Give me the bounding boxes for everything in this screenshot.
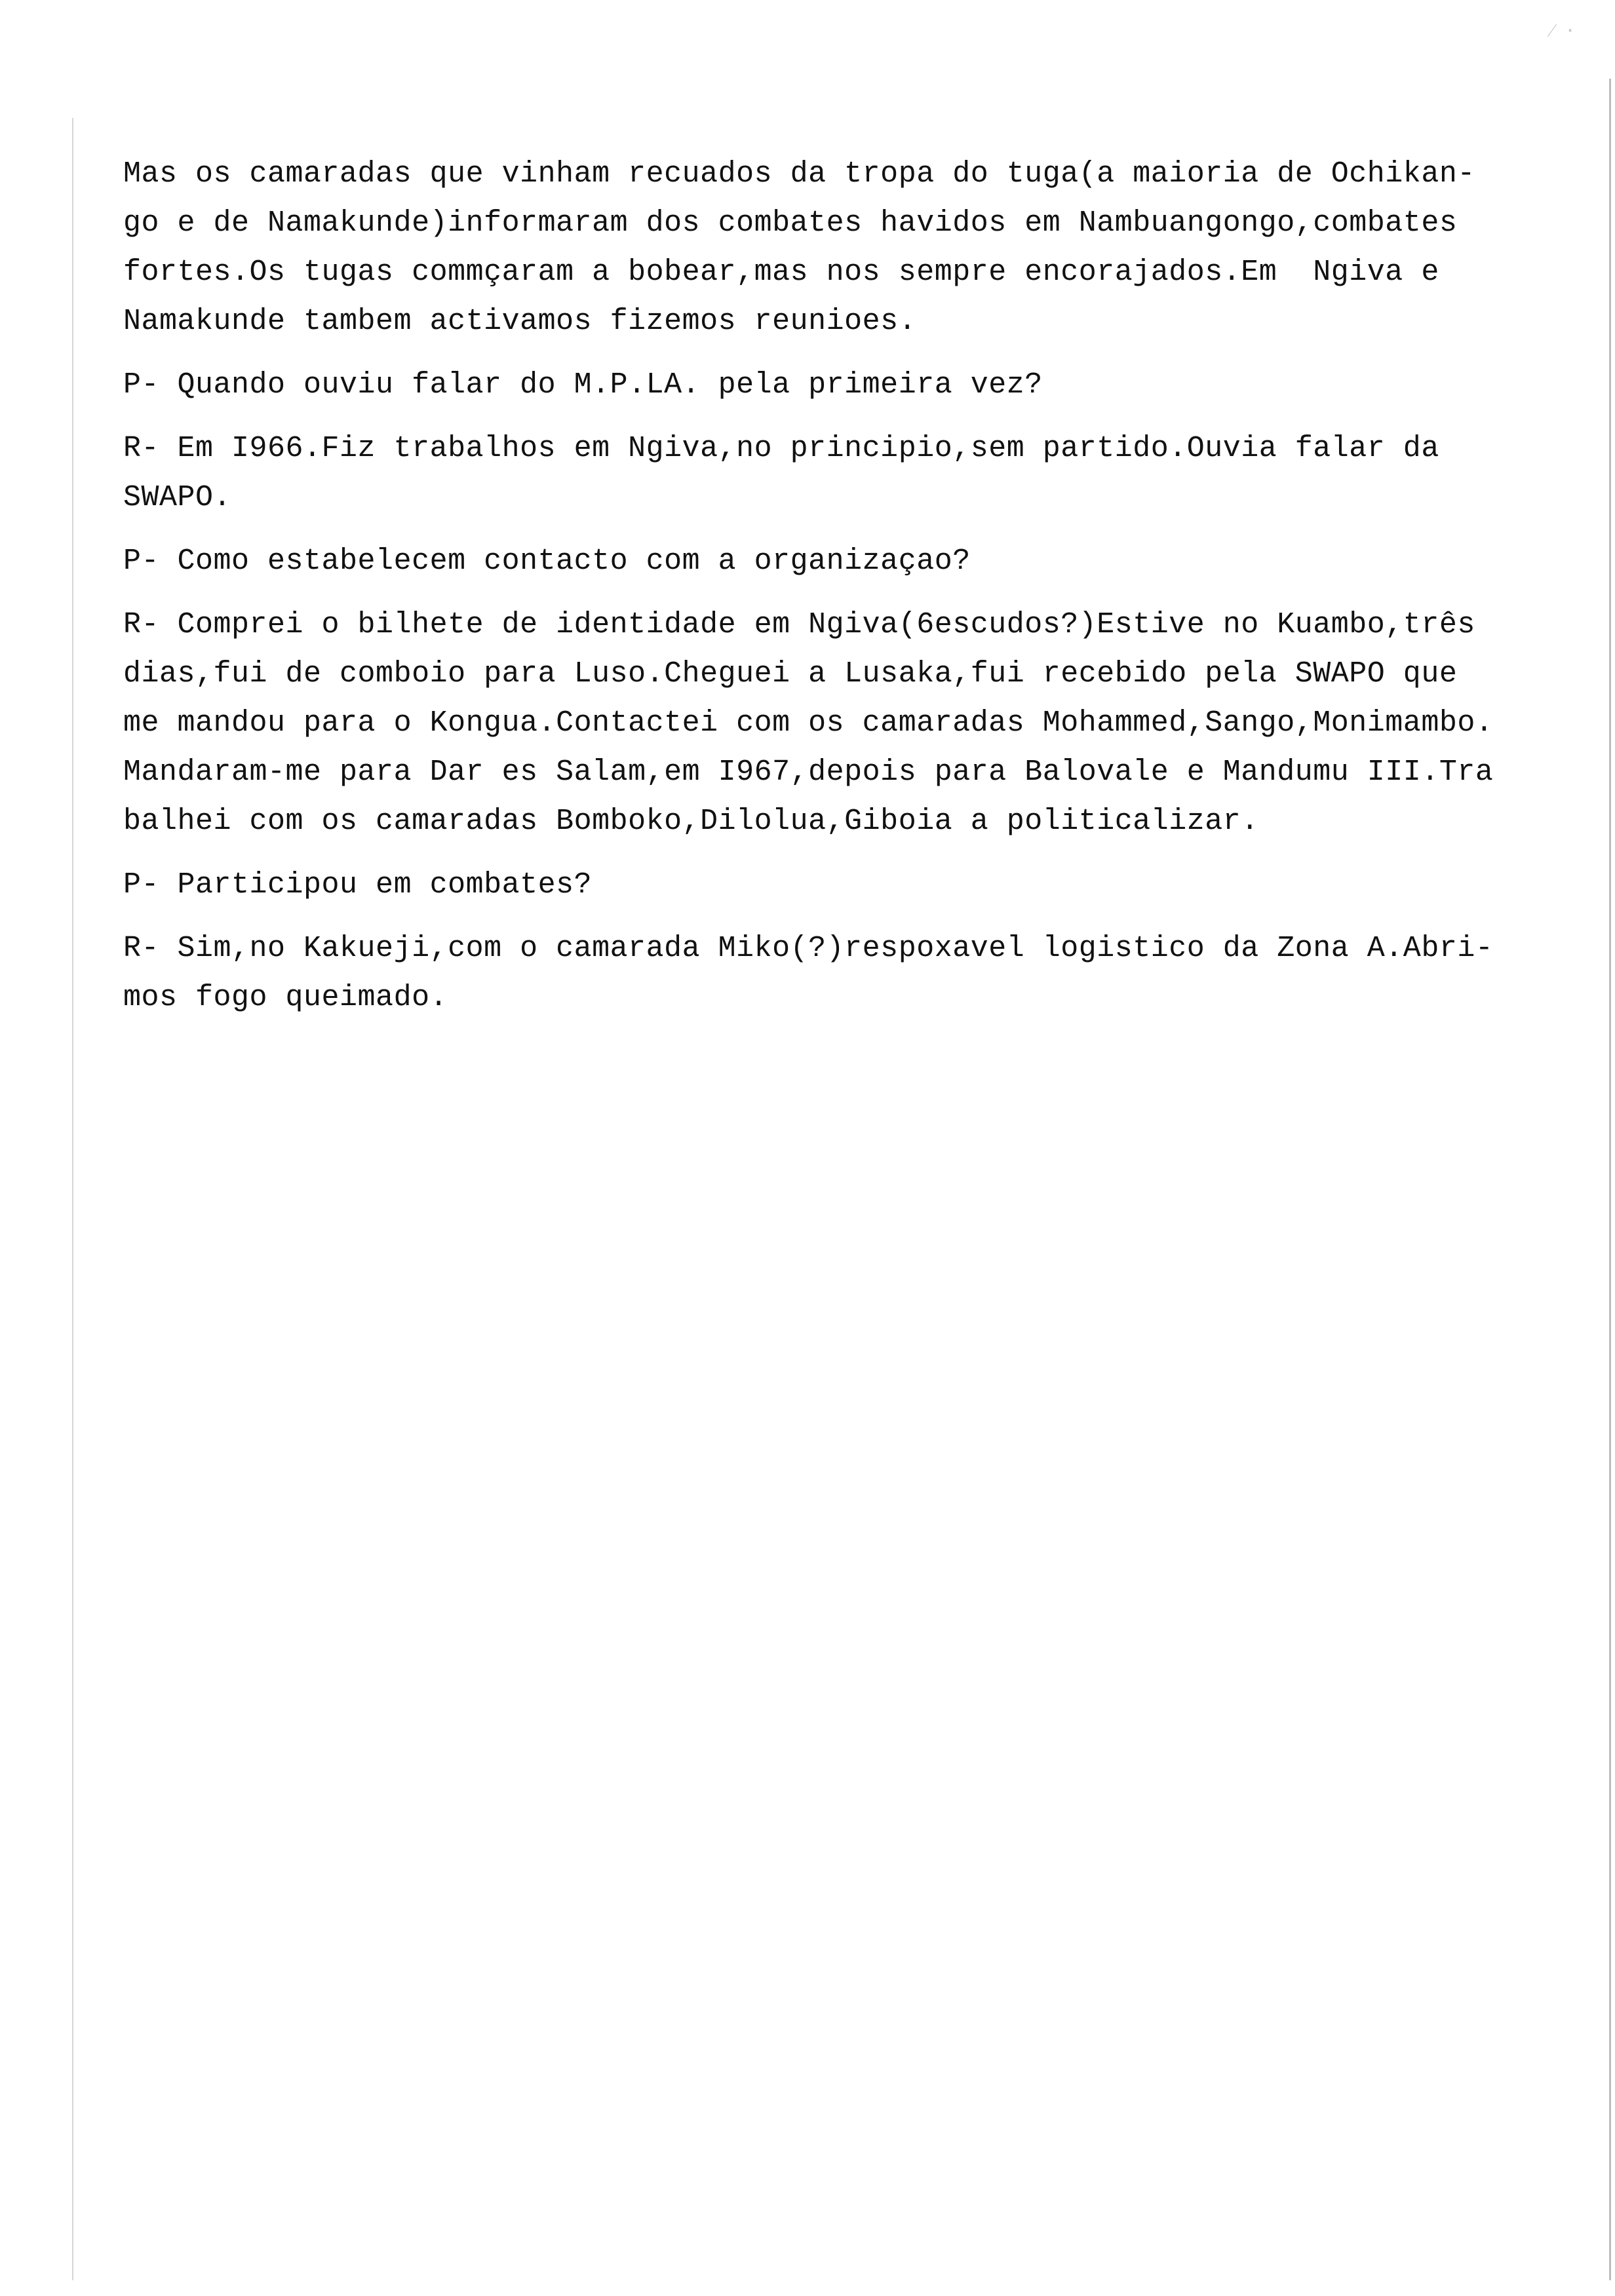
text-line: Mas os camaradas que vinham recuados da tropa do tuga(a maioria de Ochikan- xyxy=(123,157,1475,191)
text-line: SWAPO. xyxy=(123,481,232,514)
text-line: P- Quando ouviu falar do M.P.LA. pela primeira vez? xyxy=(123,368,1043,402)
paragraph xyxy=(123,360,1585,410)
scan-edge-left xyxy=(72,118,73,2280)
paragraph xyxy=(123,424,1585,522)
typed-text-body xyxy=(123,149,1585,1037)
text-line: R- Comprei o bilhete de identidade em Ngiva(6escudos?)Estive no Kuambo,três xyxy=(123,608,1475,641)
text-line: me mandou para o Kongua.Contactei com os camaradas Mohammed,Sango,Monimambo. xyxy=(123,706,1494,740)
text-line: R- Sim,no Kakueji,com o camarada Miko(?)respoxavel logistico da Zona A.Abri- xyxy=(123,932,1494,965)
text-line: go e de Namakunde)informaram dos combates havidos em Nambuangongo,combates xyxy=(123,206,1458,240)
text-line: Namakunde tambem activamos fizemos reunioes. xyxy=(123,305,917,338)
text-line: Mandaram-me para Dar es Salam,em I967,depois para Balovale e Mandumu III.Tra xyxy=(123,756,1494,789)
text-line: fortes.Os tugas commçaram a bobear,mas nos sempre encorajados.Em Ngiva e xyxy=(123,256,1439,289)
text-line: balhei com os camaradas Bomboko,Dilolua,Giboia a politicalizar. xyxy=(123,805,1259,838)
scan-edge-right xyxy=(1609,79,1611,2280)
text-line: mos fogo queimado. xyxy=(123,981,448,1014)
paragraph xyxy=(123,600,1585,846)
text-line: P- Participou em combates? xyxy=(123,868,593,902)
text-line: dias,fui de comboio para Luso.Cheguei a Lusaka,fui recebido pela SWAPO que xyxy=(123,657,1458,691)
text-line: R- Em I966.Fiz trabalhos em Ngiva,no principio,sem partido.Ouvia falar da xyxy=(123,432,1439,465)
paragraph xyxy=(123,860,1585,909)
paragraph xyxy=(123,149,1585,346)
corner-mark: ⁄ · xyxy=(1550,20,1576,41)
paragraph xyxy=(123,537,1585,586)
text-line: P- Como estabelecem contacto com a organizaçao? xyxy=(123,545,971,578)
paragraph xyxy=(123,924,1585,1022)
